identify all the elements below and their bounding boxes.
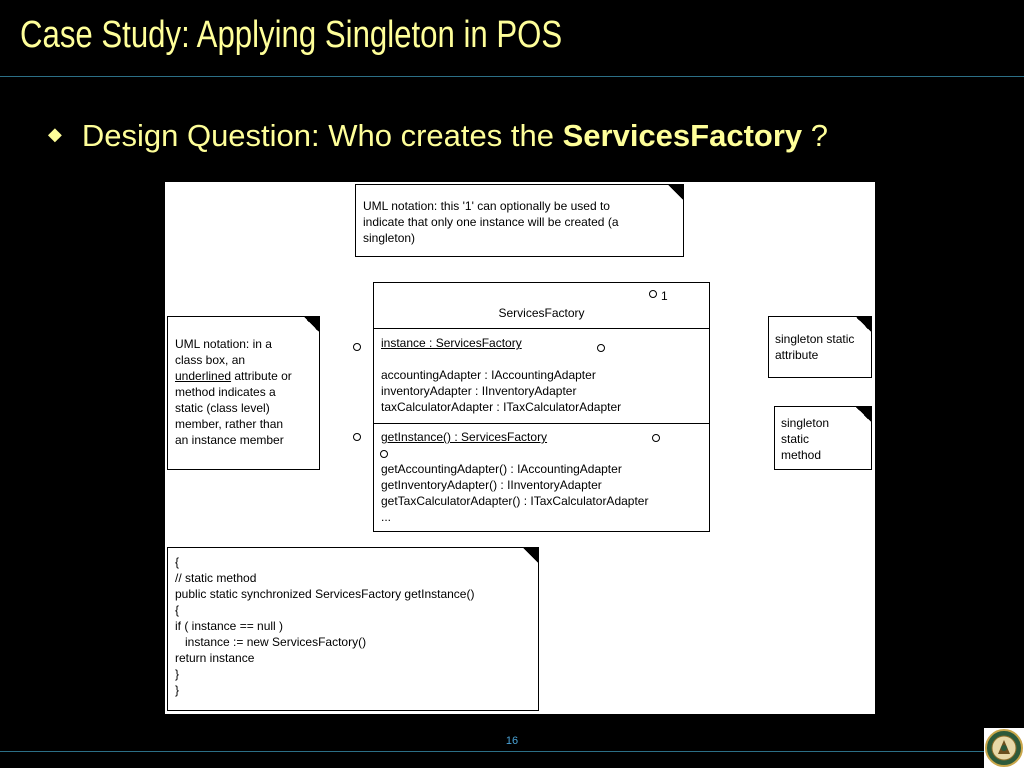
method: getInventoryAdapter() : IInventoryAdapter — [381, 478, 602, 492]
uml-diagram — [165, 182, 875, 714]
note-line: static (class level) — [175, 401, 270, 415]
note-line-rest: attribute or — [231, 369, 292, 383]
connector-anchor — [652, 434, 660, 442]
note-line: method indicates a — [175, 385, 276, 399]
note-singleton-attribute — [768, 316, 872, 378]
note-fold-icon — [303, 316, 320, 333]
code-line: } — [175, 683, 180, 697]
note-line: indicate that only one instance will be created (a — [363, 215, 619, 229]
method: getTaxCalculatorAdapter() : ITaxCalculatorAdapter — [381, 494, 649, 508]
note-line: method — [781, 448, 822, 462]
note-fold-icon — [667, 184, 684, 201]
note-fold-icon — [855, 316, 872, 333]
code-line: if ( instance == null ) — [175, 619, 284, 633]
static-method: getInstance() : ServicesFactory — [381, 430, 548, 444]
attribute: accountingAdapter : IAccountingAdapter — [381, 368, 596, 382]
code-line: // static method — [175, 571, 257, 585]
bullet-suffix: ? — [802, 118, 828, 153]
bullet-design-question — [48, 118, 828, 154]
code-line: return instance — [175, 651, 255, 665]
code-line: } — [175, 667, 180, 681]
bullet-emphasis: ServicesFactory — [562, 118, 803, 153]
note-fold-icon — [522, 547, 539, 564]
title-divider — [0, 76, 1024, 77]
page-number: 16 — [505, 735, 519, 747]
footer-divider — [0, 751, 1024, 752]
bullet-text: Design Question: Who creates the — [81, 118, 563, 153]
method: ... — [381, 510, 392, 524]
diamond-bullet-icon: ◆ — [48, 124, 62, 144]
note-line: UML notation: this '1' can optionally be used to — [363, 199, 610, 213]
note-line: attribute — [775, 348, 819, 362]
note-line: UML notation: in a — [175, 337, 272, 351]
connector-anchor — [597, 344, 605, 352]
attribute: inventoryAdapter : IInventoryAdapter — [381, 384, 577, 398]
note-line: singleton static — [775, 332, 855, 346]
note-singleton-method — [774, 406, 872, 470]
connector-anchor — [649, 290, 657, 298]
note-line: member, rather than — [175, 417, 284, 431]
note-fold-icon — [855, 406, 872, 423]
code-line: public static synchronized ServicesFactory getInstance() — [175, 587, 475, 601]
note-line — [175, 368, 292, 384]
class-divider — [374, 328, 709, 329]
note-line: static — [781, 432, 810, 446]
connector-anchor — [353, 433, 361, 441]
university-seal-logo — [984, 728, 1024, 768]
note-line: an instance member — [175, 433, 284, 447]
code-line: { — [175, 603, 180, 617]
note-line: singleton) — [363, 231, 416, 245]
connector-anchor — [380, 450, 388, 458]
attribute: taxCalculatorAdapter : ITaxCalculatorAdapter — [381, 400, 622, 414]
note-underline-notation — [167, 316, 320, 470]
static-attribute: instance : ServicesFactory — [381, 336, 522, 350]
note-multiplicity — [355, 184, 684, 257]
class-name: ServicesFactory — [498, 306, 585, 320]
underlined-word: underlined — [175, 369, 232, 383]
slide-title: Case Study: Applying Singleton in POS — [20, 14, 563, 56]
class-services-factory — [373, 282, 710, 532]
multiplicity-label: 1 — [661, 289, 668, 303]
note-line: class box, an — [175, 353, 246, 367]
class-divider — [374, 423, 709, 424]
code-line: instance := new ServicesFactory() — [175, 635, 367, 649]
connector-anchor — [353, 343, 361, 351]
method: getAccountingAdapter() : IAccountingAdapter — [381, 462, 622, 476]
note-getinstance-code — [167, 547, 539, 711]
note-line: singleton — [781, 416, 830, 430]
code-line: { — [175, 555, 180, 569]
